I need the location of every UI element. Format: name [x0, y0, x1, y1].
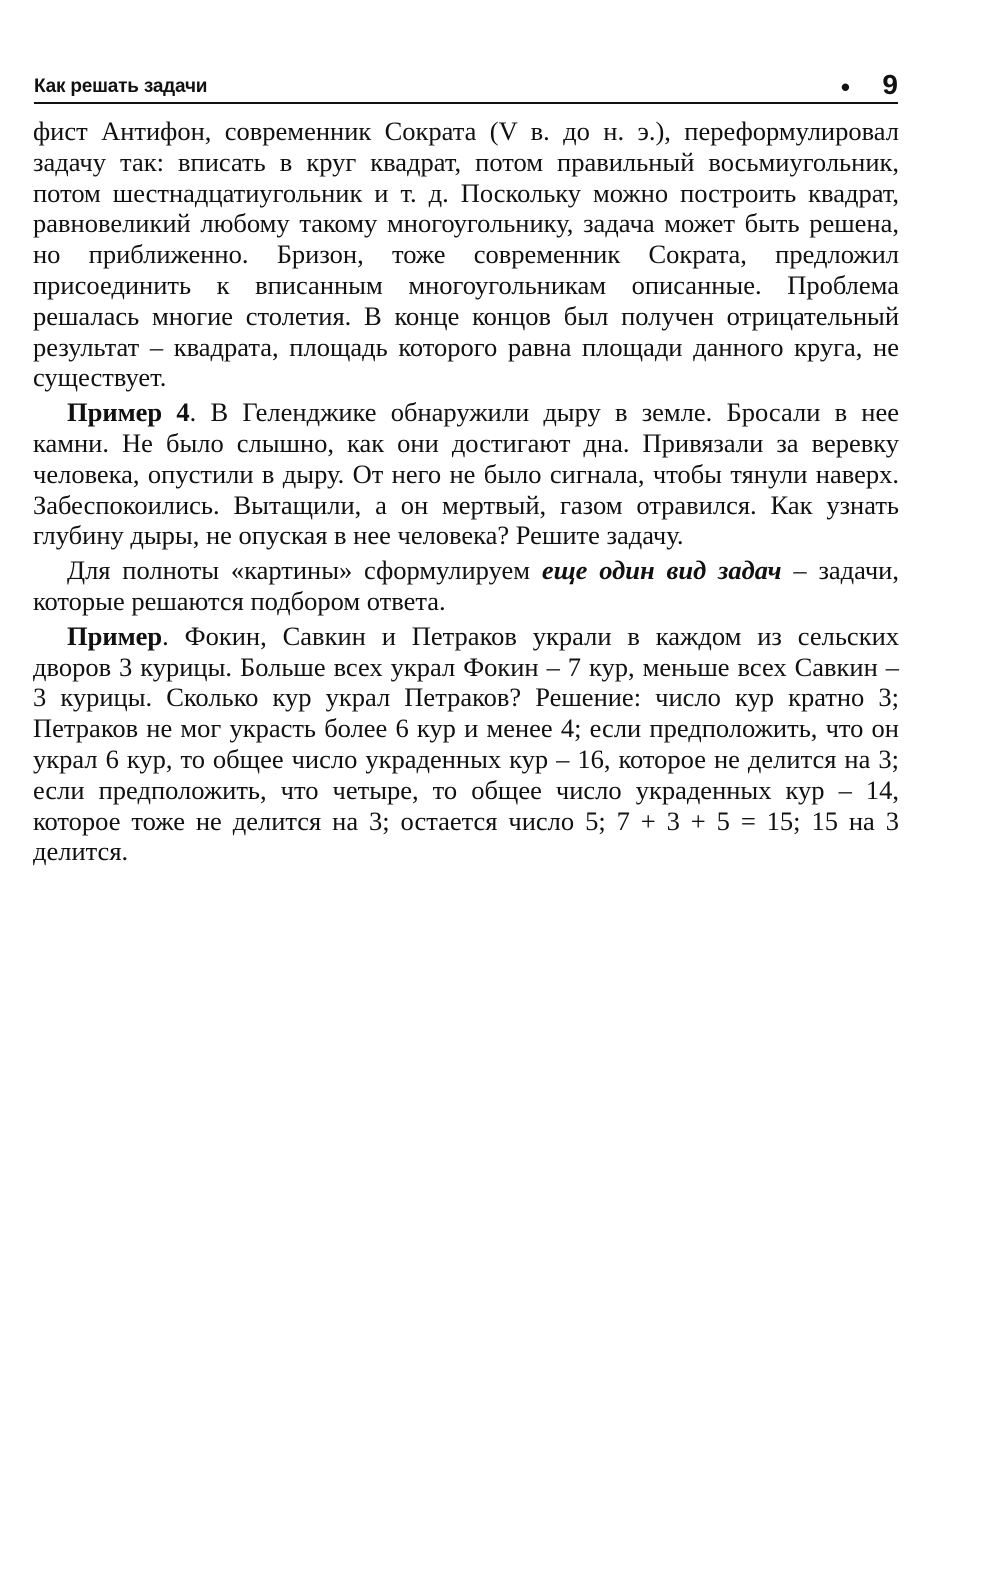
main-text — [33, 116, 899, 867]
page-number: 9 — [882, 69, 898, 100]
running-header — [34, 66, 898, 104]
paragraph-continuation: фист Антифон, современник Сократа (V в. до н. э.), переформулировал задачу так: вписать в круг квадрат, потом правильный восьмиугольник, потом шестнадцатиугольник и т. д. Поскольку можно построить квадрат, равновеликий любому такому многоугольнику, задача может быть решена, но приближенно. Бризон, тоже современник Сократа, предложил присоединить к вписанным многоугольникам описанные. Проблема решалась многие столетия. В конце концов был получен отрицательный результат – квадрата, площадь которого равна площади данного круга, не существует. — [33, 116, 899, 393]
paragraph-example-4 — [33, 397, 899, 551]
header-bullet: • — [840, 72, 850, 102]
example-4-label: Пример 4 — [67, 397, 190, 428]
example-label: Пример — [67, 620, 163, 651]
problem-type-emphasis: еще один вид задач — [541, 555, 782, 586]
example-text: . Фокин, Савкин и Петраков украли в каждом из сельских дворов 3 курицы. Больше всех украл Фокин – 7 кур, меньше всех Савкин – 3 курицы. Сколько кур украл Петраков? Решение: число кур кратно 3; Петраков не мог украсть более 6 кур и менее 4; если предположить, что он украл 6 кур, то общее число украденных кур – 16, которое не делится на 3; если предположить, что четыре, то общее число украденных кур – 14, которое тоже не делится на 3; остается число 5; 7 + 3 + 5 = 15; 15 на 3 делится. — [33, 620, 899, 867]
problem-type-lead: Для полноты «картины» сформулируем — [67, 555, 542, 586]
paragraph-problem-type — [33, 555, 899, 617]
problem-type-tail: – задачи, которые решаются подбором ответа. — [33, 555, 899, 616]
running-title: Как решать задачи — [34, 76, 208, 97]
example-4-text: . В Геленджике обнаружили дыру в земле. Бросали в нее камни. Не было слышно, как они достигают дна. Привязали за веревку человека, опустили в дыру. От него не было сигнала, чтобы тянули наверх. Забеспокоились. Вытащили, а он мертвый, газом отравился. Как узнать глубину дыры, не опуская в нее человека? Решите задачу. — [33, 397, 900, 551]
paragraph-example — [33, 621, 899, 867]
